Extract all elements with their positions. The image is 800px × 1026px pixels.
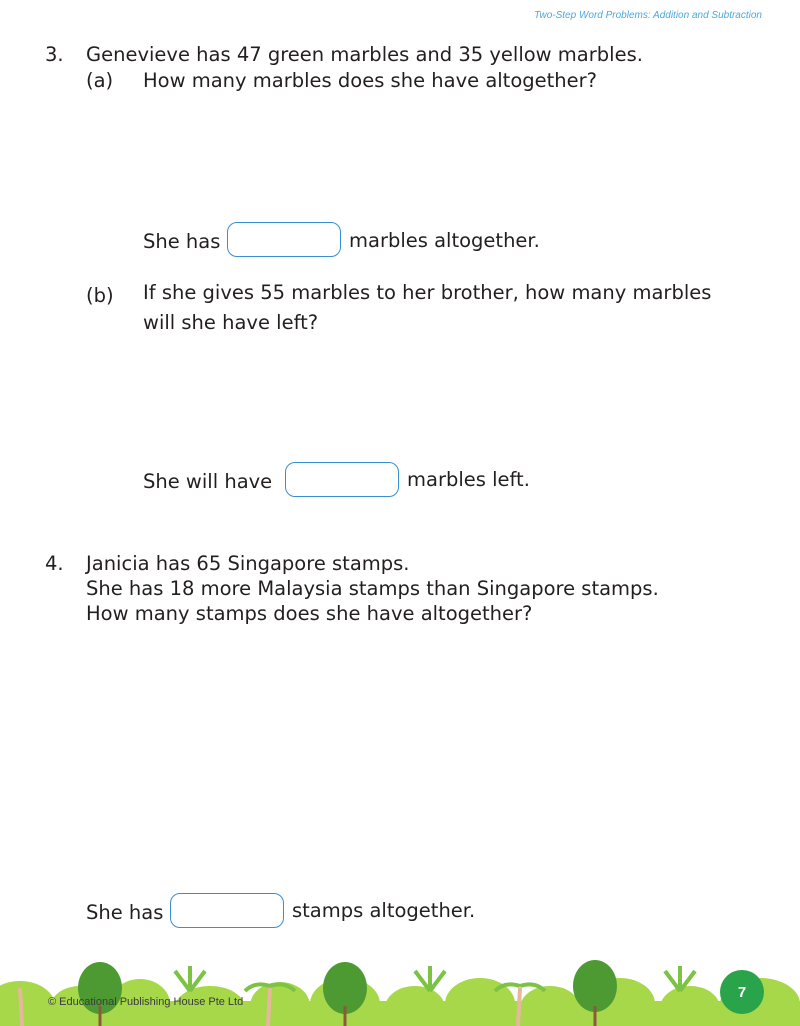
part-label: (a) — [86, 69, 114, 92]
question-stem: She has 18 more Malaysia stamps than Singapore stamps. — [86, 577, 659, 600]
answer-suffix: marbles altogether. — [349, 229, 540, 252]
answer-prefix: She has — [86, 901, 164, 924]
answer-box[interactable] — [285, 462, 399, 497]
answer-prefix: She has — [143, 230, 221, 253]
question-stem: Janicia has 65 Singapore stamps. — [86, 552, 410, 575]
answer-suffix: marbles left. — [407, 468, 530, 491]
question-stem: Genevieve has 47 green marbles and 35 yellow marbles. — [86, 43, 643, 66]
part-label: (b) — [86, 284, 114, 307]
part-question: If she gives 55 marbles to her brother, how many marbles — [143, 281, 712, 304]
question-number: 3. — [45, 43, 64, 66]
question-number: 4. — [45, 552, 64, 575]
page-number-badge: 7 — [720, 970, 764, 1014]
copyright-text: © Educational Publishing House Pte Ltd — [48, 996, 244, 1008]
running-header: Two-Step Word Problems: Addition and Subtraction — [534, 10, 762, 21]
tree-border-decoration — [0, 946, 800, 1026]
answer-suffix: stamps altogether. — [292, 899, 476, 922]
part-question: How many marbles does she have altogether? — [143, 69, 598, 92]
answer-prefix: She will have — [143, 470, 273, 493]
answer-box[interactable] — [227, 222, 341, 257]
question-stem: How many stamps does she have altogether? — [86, 602, 533, 625]
part-question: will she have left? — [143, 311, 319, 334]
answer-box[interactable] — [170, 893, 284, 928]
